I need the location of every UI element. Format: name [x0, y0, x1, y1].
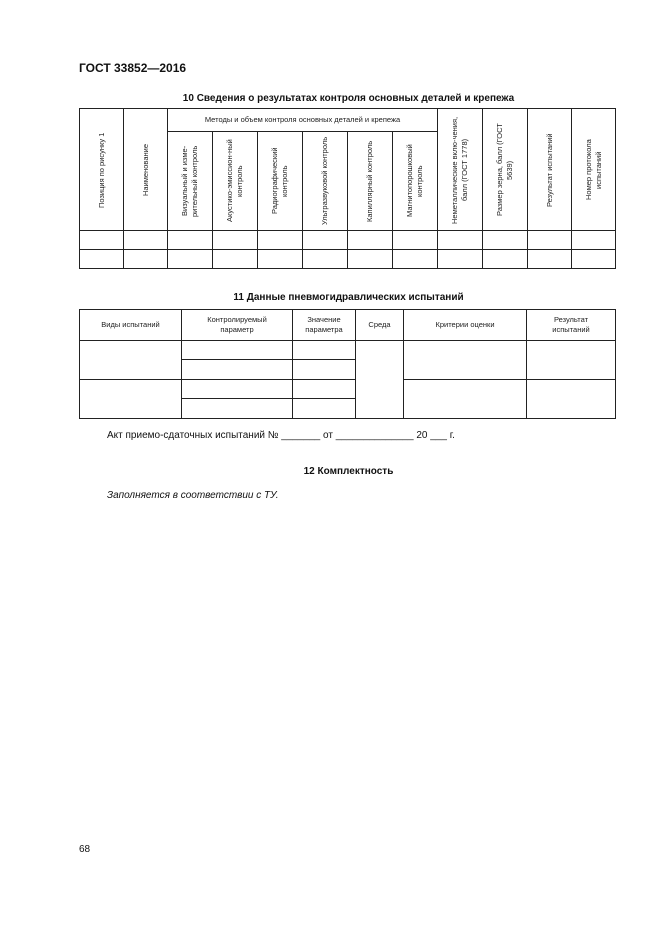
header-method-radiographic: Радиографический контроль [258, 132, 303, 231]
header-method-visual: Визуальный и изме-рительный контроль [168, 132, 213, 231]
page-number: 68 [79, 844, 91, 855]
header-method-acoustic: Акустико-эмиссион-ный контроль [213, 132, 258, 231]
section-11-title: 11 Данные пневмогидравлических испытаний [233, 292, 464, 303]
header-result: Результат испытаний [528, 109, 572, 231]
inspection-results-table [79, 108, 616, 269]
table-row [80, 341, 616, 360]
header-methods-group: Методы и объем контроля основных деталей и крепежа [168, 109, 438, 132]
document-code: ГОСТ 33852—2016 [79, 61, 187, 75]
header-medium: Среда [356, 310, 404, 341]
acceptance-act-line: Акт приемо-сдаточных испытаний № _______ от ______________ 20 ___ г. [107, 430, 455, 441]
header-test-types: Виды испытаний [80, 310, 182, 341]
header-name: Наименование [124, 109, 168, 231]
table-row [80, 380, 616, 399]
table-row [80, 250, 616, 269]
pneumohydraulic-tests-table [79, 309, 616, 419]
header-method-ultrasonic: Ультразвуковой контроль [303, 132, 348, 231]
section-10-title: 10 Сведения о результатах контроля основных деталей и крепежа [182, 93, 515, 104]
header-method-magnetic: Магнитопорошковый контроль [393, 132, 438, 231]
header-result: Результат испытаний [527, 310, 616, 341]
table-row [80, 231, 616, 250]
header-nonmetal-inclusions: Неметаллические вклю-чения, балл (ГОСТ 1778) [438, 109, 483, 231]
header-position: Позиция по рисунку 1 [80, 109, 124, 231]
header-protocol-number: Номер протокола испытаний [572, 109, 616, 231]
header-controlled-parameter: Контролируемый параметр [182, 310, 293, 341]
completeness-note: Заполняется в соответствии с ТУ. [107, 490, 279, 501]
header-method-capillary: Капиллярный контроль [348, 132, 393, 231]
header-criteria: Критерии оценки [404, 310, 527, 341]
header-grain-size: Размер зерна, балл (ГОСТ 5639) [483, 109, 528, 231]
header-parameter-value: Значение параметра [293, 310, 356, 341]
section-12-title: 12 Комплектность [303, 466, 394, 477]
